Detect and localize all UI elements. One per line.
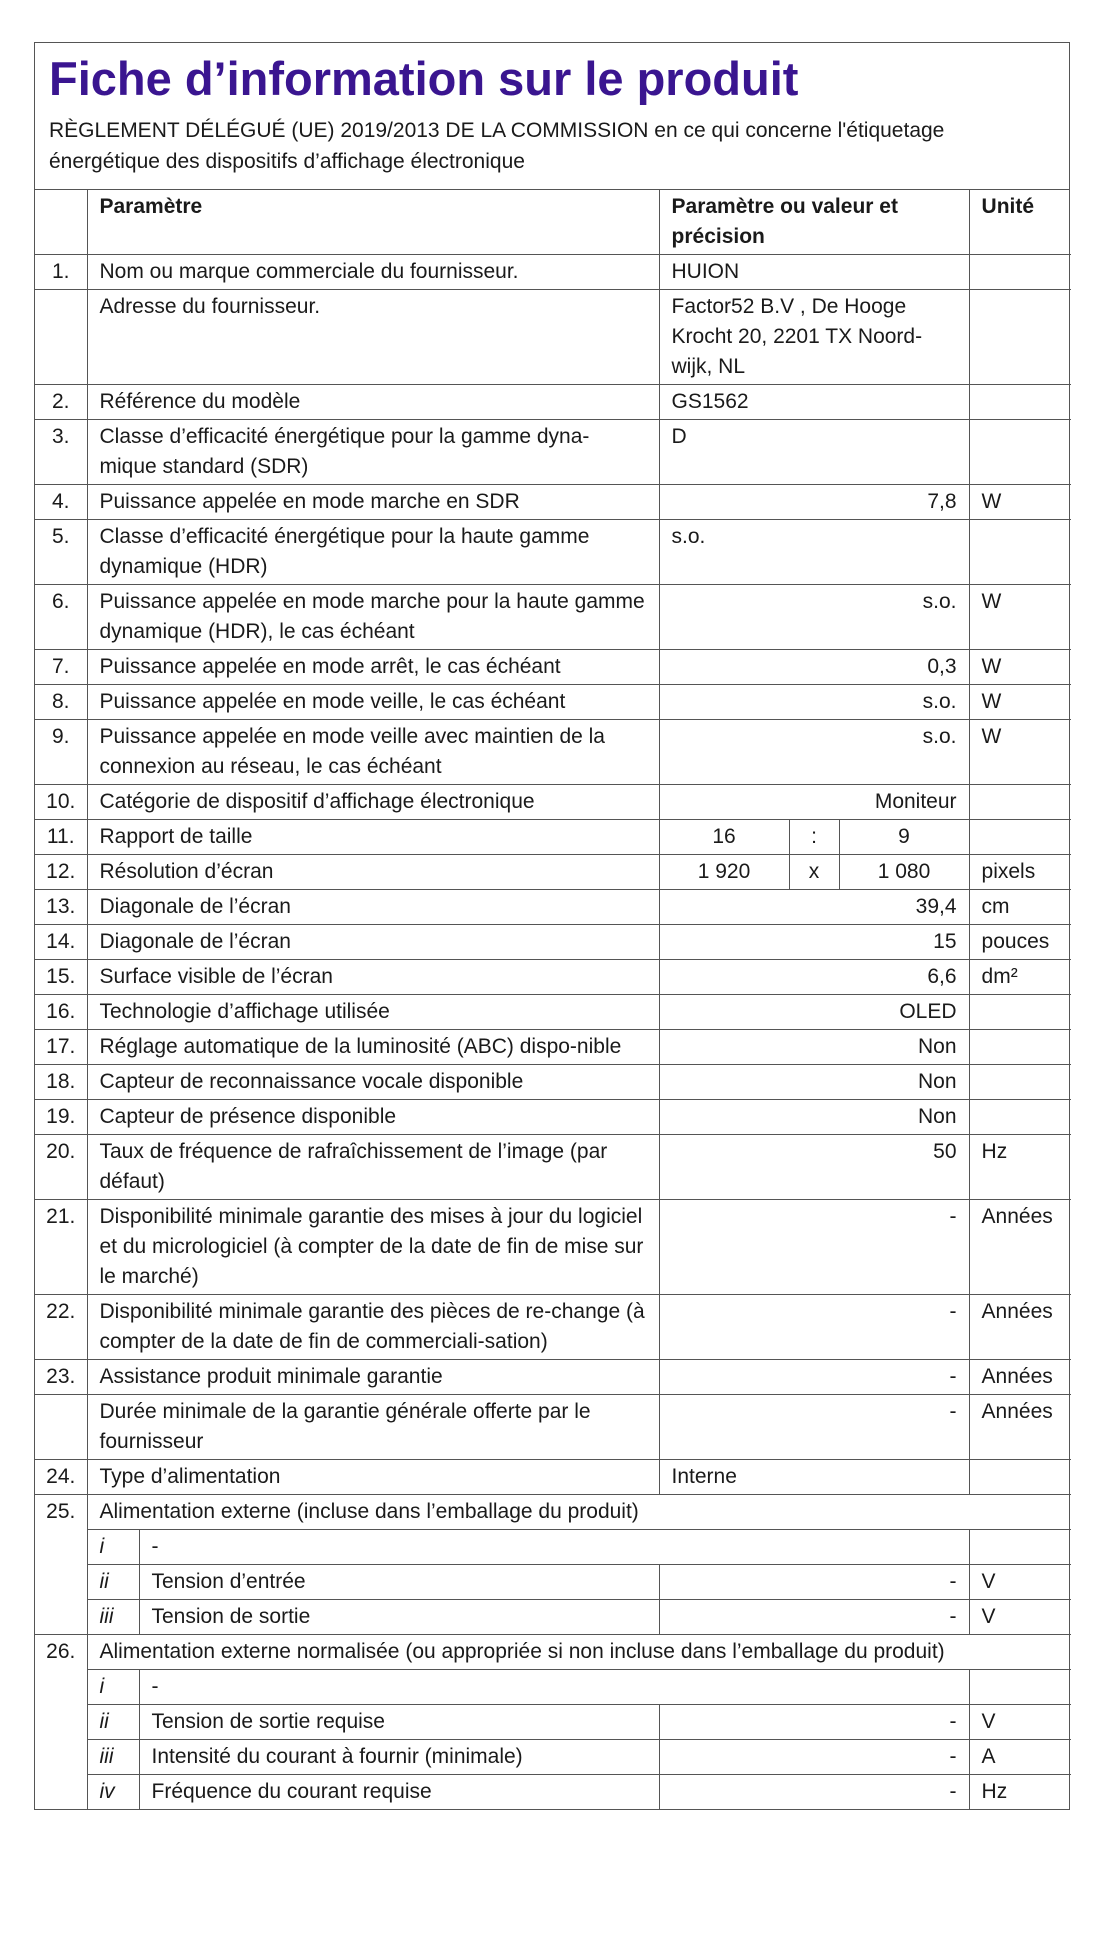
row-unit bbox=[969, 290, 1071, 385]
section26-item-label: Fréquence du courant requise bbox=[139, 1775, 659, 1810]
row-value: Non bbox=[659, 1065, 969, 1100]
table-row bbox=[35, 685, 1071, 720]
row-value: - bbox=[659, 1295, 969, 1360]
row-unit: pouces bbox=[969, 925, 1071, 960]
row-value: OLED bbox=[659, 995, 969, 1030]
row-parameter: Réglage automatique de la luminosité (ABC) dispo-nible bbox=[87, 1030, 659, 1065]
table-row bbox=[35, 1460, 1071, 1495]
row-unit: W bbox=[969, 585, 1071, 650]
row-number: 10. bbox=[35, 785, 87, 820]
section26-indent-cell bbox=[35, 1775, 87, 1810]
row-value: 15 bbox=[659, 925, 969, 960]
table-row bbox=[35, 290, 1071, 385]
table-row bbox=[35, 385, 1071, 420]
row-parameter: Diagonale de l’écran bbox=[87, 925, 659, 960]
row-parameter: Disponibilité minimale garantie des pièces de re-change (à compter de la date de fin de commerciali-sation) bbox=[87, 1295, 659, 1360]
row-parameter: Puissance appelée en mode marche pour la haute gamme dynamique (HDR), le cas échéant bbox=[87, 585, 659, 650]
table-row bbox=[35, 585, 1071, 650]
header-unit: Unité bbox=[969, 190, 1071, 255]
row-unit bbox=[969, 1100, 1071, 1135]
row-number: 7. bbox=[35, 650, 87, 685]
section25-item-unit bbox=[969, 1530, 1071, 1565]
table-row bbox=[35, 255, 1071, 290]
page-title: Fiche d’information sur le produit bbox=[49, 52, 799, 105]
row-number: 4. bbox=[35, 485, 87, 520]
row-value: Non bbox=[659, 1100, 969, 1135]
row-parameter: Durée minimale de la garantie générale offerte par le fournisseur bbox=[87, 1395, 659, 1460]
section25-item-value: - bbox=[659, 1600, 969, 1635]
row-parameter: Capteur de reconnaissance vocale disponible bbox=[87, 1065, 659, 1100]
row-parameter: Puissance appelée en mode veille avec maintien de la connexion au réseau, le cas échéant bbox=[87, 720, 659, 785]
section26-item-row bbox=[35, 1670, 1071, 1705]
row-number bbox=[35, 1395, 87, 1460]
section25-item-unit: V bbox=[969, 1565, 1071, 1600]
section25-item-index: ii bbox=[87, 1565, 139, 1600]
table-row bbox=[35, 520, 1071, 585]
section25-indent-cell bbox=[35, 1530, 87, 1565]
row-number: 1. bbox=[35, 255, 87, 290]
section25-item-row bbox=[35, 1600, 1071, 1635]
row-unit: Années bbox=[969, 1295, 1071, 1360]
row-parameter: Catégorie de dispositif d’affichage électronique bbox=[87, 785, 659, 820]
section26-item-unit: A bbox=[969, 1740, 1071, 1775]
row-value: 7,8 bbox=[659, 485, 969, 520]
product-information-sheet bbox=[34, 42, 1070, 1810]
section25-item-value: - bbox=[659, 1565, 969, 1600]
table-row bbox=[35, 1030, 1071, 1065]
row-number: 6. bbox=[35, 585, 87, 650]
section26-number: 26. bbox=[35, 1635, 87, 1670]
section25-item-index: i bbox=[87, 1530, 139, 1565]
row-unit bbox=[969, 385, 1071, 420]
section26-item-row bbox=[35, 1740, 1071, 1775]
section26-indent-cell bbox=[35, 1705, 87, 1740]
row-unit: dm² bbox=[969, 960, 1071, 995]
row-unit: cm bbox=[969, 890, 1071, 925]
section26-indent-cell bbox=[35, 1740, 87, 1775]
section25-indent-cell bbox=[35, 1600, 87, 1635]
section26-item-value: - bbox=[659, 1705, 969, 1740]
row-value: GS1562 bbox=[659, 385, 969, 420]
table-header-row bbox=[35, 190, 1071, 255]
table-row bbox=[35, 720, 1071, 785]
row-number: 18. bbox=[35, 1065, 87, 1100]
row-number: 8. bbox=[35, 685, 87, 720]
row-unit: W bbox=[969, 650, 1071, 685]
row-value: D bbox=[659, 420, 969, 485]
row-parameter: Diagonale de l’écran bbox=[87, 890, 659, 925]
row-unit: W bbox=[969, 485, 1071, 520]
row-unit bbox=[969, 420, 1071, 485]
table-row bbox=[35, 420, 1071, 485]
row-value-separator: : bbox=[789, 820, 839, 855]
row-number: 13. bbox=[35, 890, 87, 925]
section25-item-index: iii bbox=[87, 1600, 139, 1635]
row-parameter: Puissance appelée en mode marche en SDR bbox=[87, 485, 659, 520]
section26-item-row bbox=[35, 1775, 1071, 1810]
section25-item-row bbox=[35, 1530, 1071, 1565]
table-row bbox=[35, 1100, 1071, 1135]
row-value-b: 9 bbox=[839, 820, 969, 855]
row-parameter: Classe d’efficacité énergétique pour la haute gamme dynamique (HDR) bbox=[87, 520, 659, 585]
row-value: s.o. bbox=[659, 520, 969, 585]
table-row bbox=[35, 890, 1071, 925]
row-unit bbox=[969, 520, 1071, 585]
table-row bbox=[35, 820, 1071, 855]
row-parameter: Classe d’efficacité énergétique pour la gamme dyna-mique standard (SDR) bbox=[87, 420, 659, 485]
row-number: 19. bbox=[35, 1100, 87, 1135]
row-unit bbox=[969, 1065, 1071, 1100]
row-number bbox=[35, 290, 87, 385]
sheet-header bbox=[35, 43, 1069, 190]
table-row bbox=[35, 995, 1071, 1030]
row-parameter: Adresse du fournisseur. bbox=[87, 290, 659, 385]
row-value: - bbox=[659, 1395, 969, 1460]
row-unit: Années bbox=[969, 1360, 1071, 1395]
row-value: 39,4 bbox=[659, 890, 969, 925]
section25-header-row bbox=[35, 1495, 1071, 1530]
section26-item-unit bbox=[969, 1670, 1071, 1705]
table-row bbox=[35, 1200, 1071, 1295]
row-value: Factor52 B.V , De Hooge Krocht 20, 2201 TX Noord-wijk, NL bbox=[659, 290, 969, 385]
row-parameter: Capteur de présence disponible bbox=[87, 1100, 659, 1135]
row-parameter: Surface visible de l’écran bbox=[87, 960, 659, 995]
row-number: 9. bbox=[35, 720, 87, 785]
table-row bbox=[35, 855, 1071, 890]
section26-item-row bbox=[35, 1705, 1071, 1740]
table-row bbox=[35, 785, 1071, 820]
row-unit: Hz bbox=[969, 1135, 1071, 1200]
row-parameter: Puissance appelée en mode veille, le cas échéant bbox=[87, 685, 659, 720]
table-row bbox=[35, 1065, 1071, 1100]
section25-number: 25. bbox=[35, 1495, 87, 1530]
table-row bbox=[35, 1135, 1071, 1200]
row-value: 0,3 bbox=[659, 650, 969, 685]
section26-item-value: - bbox=[659, 1740, 969, 1775]
row-unit bbox=[969, 255, 1071, 290]
section26-header-row bbox=[35, 1635, 1071, 1670]
row-number: 22. bbox=[35, 1295, 87, 1360]
row-parameter: Référence du modèle bbox=[87, 385, 659, 420]
section25-item-label: Tension de sortie bbox=[139, 1600, 659, 1635]
section26-title: Alimentation externe normalisée (ou appropriée si non incluse dans l’emballage du produit) bbox=[87, 1635, 1071, 1670]
section25-item-row bbox=[35, 1565, 1071, 1600]
row-value: Interne bbox=[659, 1460, 969, 1495]
row-number: 11. bbox=[35, 820, 87, 855]
row-unit: Années bbox=[969, 1395, 1071, 1460]
row-number: 3. bbox=[35, 420, 87, 485]
table-row bbox=[35, 925, 1071, 960]
row-value: Non bbox=[659, 1030, 969, 1065]
section25-item-label: - bbox=[139, 1530, 969, 1565]
section26-item-unit: V bbox=[969, 1705, 1071, 1740]
table-row bbox=[35, 650, 1071, 685]
row-value: 6,6 bbox=[659, 960, 969, 995]
table-row bbox=[35, 960, 1071, 995]
row-number: 17. bbox=[35, 1030, 87, 1065]
row-number: 23. bbox=[35, 1360, 87, 1395]
row-value: s.o. bbox=[659, 685, 969, 720]
section26-item-unit: Hz bbox=[969, 1775, 1071, 1810]
row-number: 15. bbox=[35, 960, 87, 995]
section26-item-label: Intensité du courant à fournir (minimale) bbox=[139, 1740, 659, 1775]
row-unit bbox=[969, 820, 1071, 855]
table-row bbox=[35, 1360, 1071, 1395]
section26-item-index: ii bbox=[87, 1705, 139, 1740]
section25-item-unit: V bbox=[969, 1600, 1071, 1635]
row-number: 14. bbox=[35, 925, 87, 960]
row-value: 50 bbox=[659, 1135, 969, 1200]
row-parameter: Technologie d’affichage utilisée bbox=[87, 995, 659, 1030]
row-parameter: Assistance produit minimale garantie bbox=[87, 1360, 659, 1395]
row-parameter: Type d’alimentation bbox=[87, 1460, 659, 1495]
table-row bbox=[35, 1395, 1071, 1460]
header-value: Paramètre ou valeur et précision bbox=[659, 190, 969, 255]
section26-item-index: i bbox=[87, 1670, 139, 1705]
section26-item-label: - bbox=[139, 1670, 969, 1705]
row-value: s.o. bbox=[659, 720, 969, 785]
header-param: Paramètre bbox=[87, 190, 659, 255]
section26-item-index: iii bbox=[87, 1740, 139, 1775]
row-parameter: Résolution d’écran bbox=[87, 855, 659, 890]
row-value-b: 1 080 bbox=[839, 855, 969, 890]
section25-title: Alimentation externe (incluse dans l’emballage du produit) bbox=[87, 1495, 1071, 1530]
row-parameter: Nom ou marque commerciale du fournisseur. bbox=[87, 255, 659, 290]
row-unit: W bbox=[969, 685, 1071, 720]
product-table bbox=[35, 190, 1071, 1809]
table-row bbox=[35, 1295, 1071, 1360]
row-parameter: Disponibilité minimale garantie des mises à jour du logiciel et du micrologiciel (à compter de la date de fin de mise sur le marché) bbox=[87, 1200, 659, 1295]
row-unit bbox=[969, 1460, 1071, 1495]
row-number: 24. bbox=[35, 1460, 87, 1495]
row-parameter: Taux de fréquence de rafraîchissement de l’image (par défaut) bbox=[87, 1135, 659, 1200]
row-value-separator: x bbox=[789, 855, 839, 890]
row-value-a: 1 920 bbox=[659, 855, 789, 890]
row-number: 12. bbox=[35, 855, 87, 890]
row-value: Moniteur bbox=[659, 785, 969, 820]
row-number: 16. bbox=[35, 995, 87, 1030]
section25-item-label: Tension d’entrée bbox=[139, 1565, 659, 1600]
section26-item-index: iv bbox=[87, 1775, 139, 1810]
row-unit bbox=[969, 785, 1071, 820]
regulation-subtitle: RÈGLEMENT DÉLÉGUÉ (UE) 2019/2013 DE LA COMMISSION en ce qui concerne l'étiquetage énergétique des dispositifs d’affichage électronique bbox=[49, 119, 945, 173]
row-unit bbox=[969, 995, 1071, 1030]
row-number: 2. bbox=[35, 385, 87, 420]
row-number: 5. bbox=[35, 520, 87, 585]
section26-indent-cell bbox=[35, 1670, 87, 1705]
row-value: HUION bbox=[659, 255, 969, 290]
row-value: s.o. bbox=[659, 585, 969, 650]
row-unit bbox=[969, 1030, 1071, 1065]
table-row bbox=[35, 485, 1071, 520]
section25-indent-cell bbox=[35, 1565, 87, 1600]
row-unit: pixels bbox=[969, 855, 1071, 890]
section26-item-label: Tension de sortie requise bbox=[139, 1705, 659, 1740]
row-unit: W bbox=[969, 720, 1071, 785]
row-parameter: Puissance appelée en mode arrêt, le cas échéant bbox=[87, 650, 659, 685]
row-parameter: Rapport de taille bbox=[87, 820, 659, 855]
section26-item-value: - bbox=[659, 1775, 969, 1810]
product-table-body bbox=[35, 190, 1071, 1809]
row-value: - bbox=[659, 1360, 969, 1395]
row-number: 21. bbox=[35, 1200, 87, 1295]
row-value-a: 16 bbox=[659, 820, 789, 855]
header-num-cell bbox=[35, 190, 87, 255]
row-unit: Années bbox=[969, 1200, 1071, 1295]
row-number: 20. bbox=[35, 1135, 87, 1200]
row-value: - bbox=[659, 1200, 969, 1295]
